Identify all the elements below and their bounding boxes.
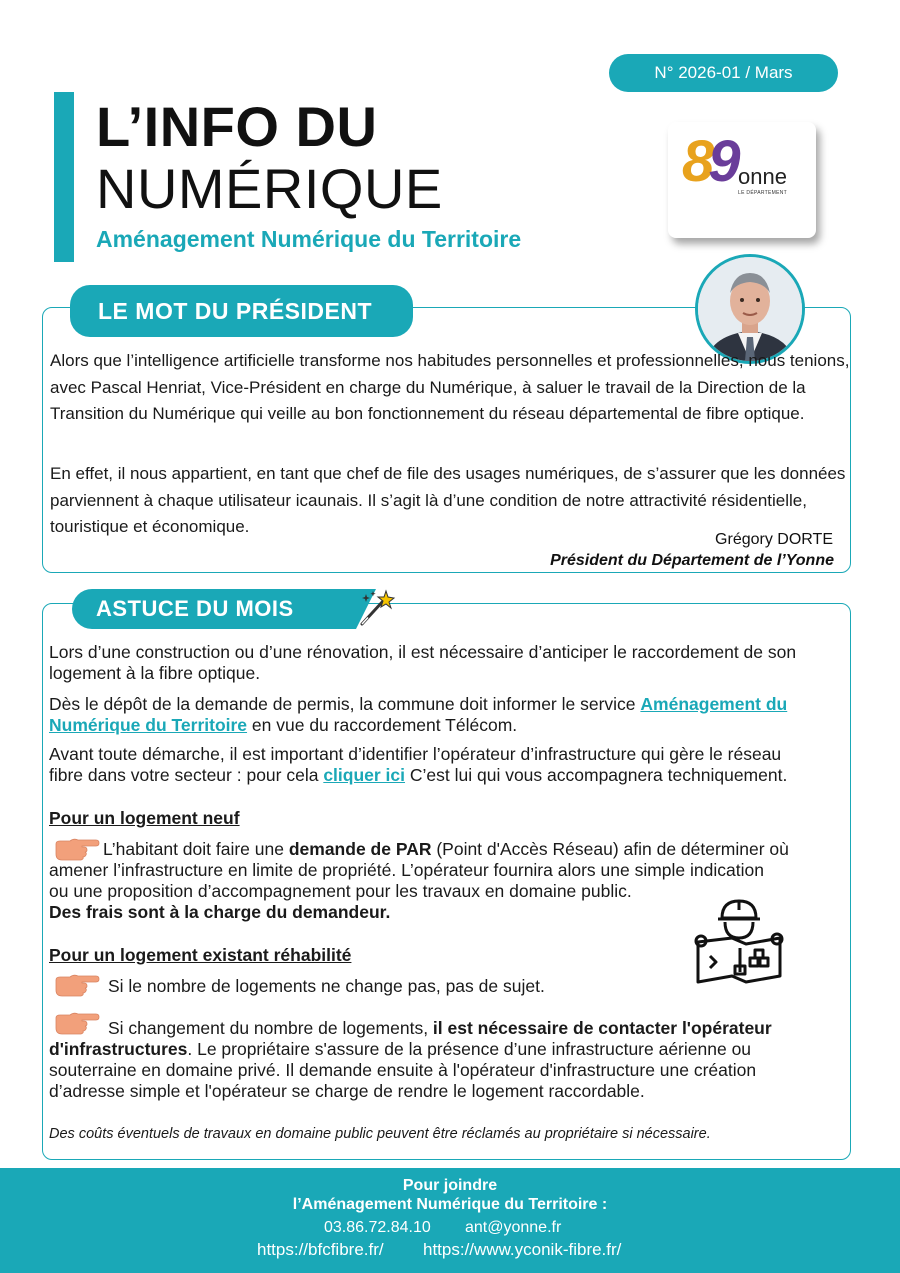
magic-wand-icon	[356, 588, 396, 628]
new-housing-text: L’habitant doit faire une demande de PAR (Point d'Accès Réseau) afin de déterminer où amener l’infrastructure en limite de propriété. L’opérateur fournira alors une simple indication ou une proposition d’accompagnement pour les travaux en domaine public. Des frais sont à la charge du demandeur.	[49, 839, 789, 922]
footer-line2: l’Aménagement Numérique du Territoire :	[292, 1196, 608, 1213]
tip-note: Des coûts éventuels de travaux en domaine public peuvent être réclamés au propriétaire si nécessaire.	[49, 1126, 711, 1142]
cliquer-ici-link[interactable]: cliquer ici	[323, 765, 406, 785]
existing-item-1: Si le nombre de logements ne change pas, pas de sujet.	[108, 976, 545, 996]
pointing-hand-icon	[54, 973, 100, 997]
amenagement-link-cont[interactable]: Numérique du Territoire	[49, 715, 248, 735]
page-title-line1: L’INFO DU	[96, 95, 378, 158]
footer-line1: Pour joindre	[402, 1177, 498, 1194]
tip-paragraph-3: Avant toute démarche, il est important d’identifier l’opérateur d’infrastructure qui gère le réseau fibre dans votre secteur : pour cela cliquer ici C’est lui qui vous accompagnera techniquement.	[49, 744, 788, 785]
president-paragraph-1: Alors que l’intelligence artificielle transforme nos habitudes personnelles et professionnelles, nous tenions, avec Pascal Henriat, Vice-Président en charge du Numérique, à saluer le travail de la Direction de la Transition du Numérique qui veille au bon fonctionnement du réseau départemental de fibre optique.	[50, 351, 850, 423]
president-paragraph-2: En effet, il nous appartient, en tant que chef de file des usages numériques, de s’assurer que les données parviennent à chaque utilisateur icaunais. Il s’agit là d’une condition de notre attractivité résidentielle, touristique et économique.	[50, 464, 846, 536]
tip-paragraph-1: Lors d’une construction ou d’une rénovation, il est nécessaire d’anticiper le raccordement de son logement à la fibre optique.	[49, 642, 797, 683]
footer-email[interactable]: ant@yonne.fr	[465, 1219, 562, 1236]
worker-plan-icon	[692, 896, 786, 988]
president-heading: LE MOT DU PRÉSIDENT	[70, 285, 413, 337]
page-subtitle: Aménagement Numérique du Territoire	[96, 226, 522, 252]
existing-housing-heading: Pour un logement existant réhabilité	[49, 945, 352, 965]
logo-word: onne	[738, 164, 787, 189]
logo-tagline: LE DÉPARTEMENT	[738, 190, 788, 196]
footer-site-bfcfibre[interactable]: https://bfcfibre.fr/	[257, 1240, 384, 1259]
footer-phone: 03.86.72.84.10	[324, 1219, 431, 1236]
signature-role: Président du Département de l’Yonne	[550, 552, 834, 569]
new-housing-heading: Pour un logement neuf	[49, 808, 240, 828]
yonne-logo	[668, 122, 816, 238]
issue-badge: N° 2026-01 / Mars	[609, 54, 838, 92]
tip-heading: ASTUCE DU MOIS	[72, 589, 344, 629]
title-accent-bar	[54, 92, 74, 262]
page-title-line2: NUMÉRIQUE	[96, 157, 443, 220]
footer-site-yconik[interactable]: https://www.yconik-fibre.fr/	[423, 1240, 622, 1259]
amenagement-link[interactable]: Aménagement du	[640, 694, 788, 714]
existing-item-2: Si changement du nombre de logements, il est nécessaire de contacter l'opérateur d'infrastructures. Le propriétaire s'assure de la présence d’une infrastructure aérienne ou souterraine en domaine privé. Il demande ensuite à l'opérateur d'infrastructure une création d’adresse simple et l'opérateur se charge de rendre le logement raccordable.	[49, 1018, 772, 1101]
contact-footer	[0, 1168, 900, 1273]
logo-number: 89	[682, 129, 735, 194]
tip-paragraph-2: Dès le dépôt de la demande de permis, la commune doit informer le service Aménagement du Numérique du Territoire en vue du raccordement Télécom.	[49, 694, 788, 735]
signature-name: Grégory DORTE	[715, 531, 833, 548]
